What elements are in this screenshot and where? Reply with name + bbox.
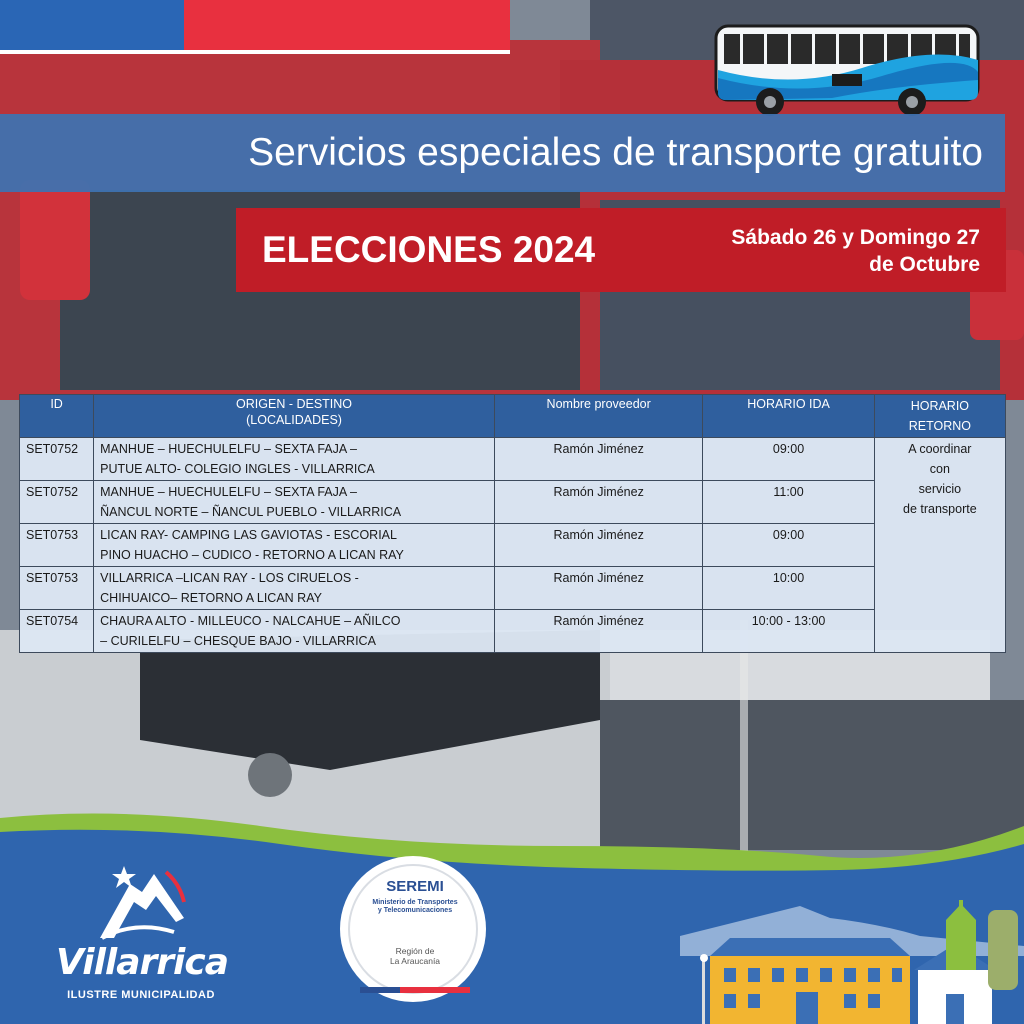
town-buildings-icon xyxy=(696,900,1024,1024)
seremi-region xyxy=(350,946,480,966)
table-row xyxy=(20,438,1006,481)
cell-id: SET0753 xyxy=(20,524,94,567)
route-line: ÑANCUL NORTE – ÑANCUL PUEBLO - VILLARRICA xyxy=(100,505,402,519)
cell-route xyxy=(94,567,495,610)
cell-route xyxy=(94,610,495,653)
villarrica-logo xyxy=(56,862,229,1012)
route-line: PINO HUACHO – CUDICO - RETORNO A LICAN RAY xyxy=(100,548,404,562)
table-header-row xyxy=(20,395,1006,438)
cell-provider: Ramón Jiménez xyxy=(494,524,702,567)
seremi-seal xyxy=(340,856,486,1002)
seremi-region-line1: Región de xyxy=(395,946,435,956)
route-line: – CURILELFU – CHESQUE BAJO - VILLARRICA xyxy=(100,634,376,648)
col-header-departure: HORARIO IDA xyxy=(703,395,874,438)
route-line: MANHUE – HUECHULELFU – SEXTA FAJA – xyxy=(100,442,357,456)
seremi-ministry-line1: Ministerio de Transportes xyxy=(372,899,458,906)
seremi-seal-inner xyxy=(348,864,478,994)
col-header-provider: Nombre proveedor xyxy=(494,395,702,438)
cell-id: SET0753 xyxy=(20,567,94,610)
date-line-1: Sábado 26 y Domingo 27 xyxy=(731,226,980,249)
table-row xyxy=(20,567,1006,610)
col-header-id: ID xyxy=(20,395,94,438)
election-dates xyxy=(731,224,980,278)
cell-departure: 10:00 - 13:00 xyxy=(703,610,874,653)
flag-red-stripe xyxy=(184,0,510,50)
col-header-return-line1: HORARIO xyxy=(910,399,970,413)
cell-departure: 11:00 xyxy=(703,481,874,524)
title-band xyxy=(0,114,1005,192)
municipality-subtitle: ILUSTRE MUNICIPALIDAD xyxy=(67,989,215,1001)
seremi-flag-bar xyxy=(360,980,470,986)
table-row xyxy=(20,524,1006,567)
seremi-ministry-line2: y Telecomunicaciones xyxy=(377,907,453,914)
route-line: PUTUE ALTO- COLEGIO INGLES - VILLARRICA xyxy=(100,462,375,476)
page-title: Servicios especiales de transporte gratuito xyxy=(248,131,983,174)
cell-id: SET0752 xyxy=(20,481,94,524)
route-line: MANHUE – HUECHULELFU – SEXTA FAJA – xyxy=(100,485,357,499)
route-line: CHIHUAICO– RETORNO A LICAN RAY xyxy=(100,591,322,605)
col-header-return xyxy=(874,395,1005,438)
col-header-route-line2: (LOCALIDADES) xyxy=(246,413,342,427)
col-header-return-line2: RETORNO xyxy=(908,419,971,433)
cell-id: SET0752 xyxy=(20,438,94,481)
cell-route xyxy=(94,524,495,567)
volcano-logo-icon xyxy=(96,862,192,942)
bus-icon xyxy=(712,20,982,120)
seremi-region-line2: La Araucanía xyxy=(389,956,441,966)
election-title: ELECCIONES 2024 xyxy=(262,229,596,270)
return-note-line: A coordinar xyxy=(908,442,972,456)
election-band xyxy=(236,208,1006,292)
cell-id: SET0754 xyxy=(20,610,94,653)
route-line: LICAN RAY- CAMPING LAS GAVIOTAS - ESCORIAL xyxy=(100,528,397,542)
date-line-2: de Octubre xyxy=(869,253,980,276)
cell-provider: Ramón Jiménez xyxy=(494,438,702,481)
cell-departure: 09:00 xyxy=(703,524,874,567)
flag-blue-stripe xyxy=(0,0,184,50)
return-note-line: de transporte xyxy=(903,502,977,516)
return-note-line: servicio xyxy=(918,482,962,496)
seremi-title: SEREMI xyxy=(386,878,444,895)
cell-route xyxy=(94,438,495,481)
cell-provider: Ramón Jiménez xyxy=(494,610,702,653)
cell-return xyxy=(874,438,1005,653)
table-row xyxy=(20,610,1006,653)
cell-route xyxy=(94,481,495,524)
seremi-ministry xyxy=(350,899,480,915)
cell-departure: 09:00 xyxy=(703,438,874,481)
municipality-name: Villarrica xyxy=(56,942,229,983)
schedule-table xyxy=(19,394,1006,653)
cell-provider: Ramón Jiménez xyxy=(494,481,702,524)
cell-provider: Ramón Jiménez xyxy=(494,567,702,610)
route-line: VILLARRICA –LICAN RAY - LOS CIRUELOS - xyxy=(100,571,359,585)
col-header-route-line1: ORIGEN - DESTINO xyxy=(236,397,353,411)
table-row xyxy=(20,481,1006,524)
return-note-line: con xyxy=(929,462,950,476)
flag-white-line xyxy=(0,50,510,54)
route-line: CHAURA ALTO - MILLEUCO - NALCAHUE – AÑILCO xyxy=(100,614,401,628)
col-header-route xyxy=(94,395,495,438)
cell-departure: 10:00 xyxy=(703,567,874,610)
